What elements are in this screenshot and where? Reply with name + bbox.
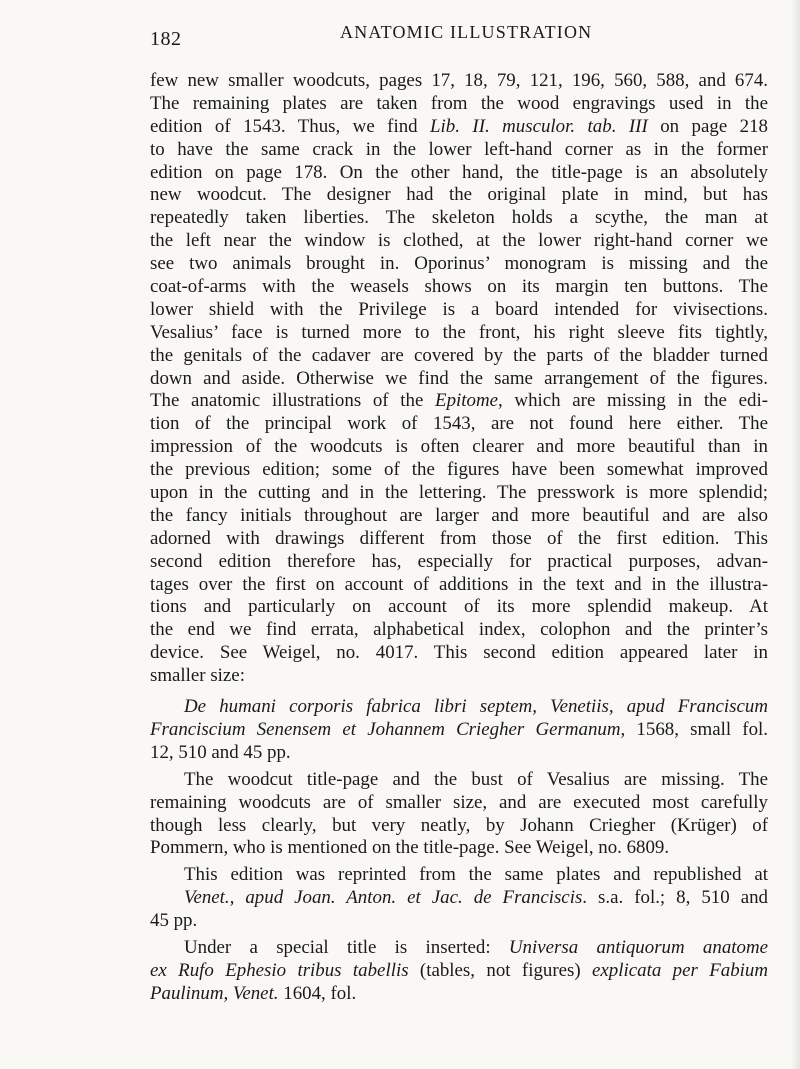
text-line: This edition was reprinted from the same plates and republished at: [184, 864, 768, 886]
text-line: edition on page 178. On the other hand, the title-page is an absolutely: [150, 161, 768, 183]
text-line: adorned with drawings different from those of the first edition. This: [150, 527, 768, 549]
text-line: though less clearly, but very neatly, by Johann Criegher (Krüger) of: [150, 814, 768, 836]
text-line: to have the same crack in the lower left-hand corner as in the former: [150, 138, 768, 160]
text-line: down and aside. Otherwise we find the same arrangement of the figures.: [150, 367, 768, 389]
text-line: device. See Weigel, no. 4017. This second edition appeared later in: [150, 642, 768, 664]
text-line: The remaining plates are taken from the wood engravings used in the: [150, 92, 768, 114]
text-line: tion of the principal work of 1543, are not found here either. The: [150, 413, 768, 435]
running-title: ANATOMIC ILLUSTRATION: [340, 22, 593, 42]
text-line: Under a special title is inserted: Universa antiquorum anatome: [184, 936, 768, 958]
text-line: The anatomic illustrations of the Epitome, which are missing in the edi-: [150, 390, 768, 412]
text-line: the previous edition; some of the figures have been somewhat improved: [150, 459, 768, 481]
text-line: the left near the window is clothed, at the lower right-hand corner we: [150, 230, 768, 252]
text-line: Venet., apud Joan. Anton. et Jac. de Franciscis. s.a. fol.; 8, 510 and: [184, 887, 768, 909]
citation-line: De humani corporis fabrica libri septem, Venetiis, apud Franciscum: [184, 696, 768, 718]
italic-epitome: Epitome: [435, 390, 499, 412]
text-line: Vesalius’ face is turned more to the front, his right sleeve fits tightly,: [150, 321, 768, 343]
text-line: new woodcut. The designer had the original plate in mind, but has: [150, 184, 768, 206]
text-line: coat-of-arms with the weasels shows on its margin ten buttons. The: [150, 276, 768, 298]
spine-shadow: [790, 0, 800, 1069]
page-header: [150, 22, 768, 54]
text-line: second edition therefore has, especially for practical purposes, advan-: [150, 550, 768, 572]
body-text: [150, 70, 768, 1006]
text-line: repeatedly taken liberties. The skeleton holds a scythe, the man at: [150, 207, 768, 229]
text-line: see two animals brought in. Oporinus’ monogram is missing and the: [150, 253, 768, 275]
text-line: the genitals of the cadaver are covered by the parts of the bladder turned: [150, 344, 768, 366]
italic-reference: Lib. II. musculor. tab. III: [430, 115, 648, 137]
text-line: ex Rufo Ephesio tribus tabellis (tables, not figures) explicata per Fabium: [150, 959, 768, 981]
text-line: tages over the first on account of additions in the text and in the illustra-: [150, 573, 768, 595]
citation-line: 12, 510 and 45 pp.: [150, 741, 291, 763]
text-line: the fancy initials throughout are larger and more beautiful and are also: [150, 504, 768, 526]
paragraph-gap: [150, 688, 768, 696]
text-line: upon in the cutting and in the lettering. The presswork is more splendid;: [150, 482, 768, 504]
text-line: Pommern, who is mentioned on the title-page. See Weigel, no. 6809.: [150, 837, 670, 859]
text-line: remaining woodcuts are of smaller size, and are executed most carefully: [150, 791, 768, 813]
text-line: lower shield with the Privilege is a board intended for vivisections.: [150, 298, 768, 320]
text-line: 45 pp.: [150, 910, 198, 932]
text-line: impression of the woodcuts is often clearer and more beautiful than in: [150, 436, 768, 458]
citation-line: Franciscium Senensem et Johannem Criegher Germanum, 1568, small fol.: [150, 718, 768, 740]
text-line: few new smaller woodcuts, pages 17, 18, 79, 121, 196, 560, 588, and 674.: [150, 70, 768, 91]
text-line: Paulinum, Venet. 1604, fol.: [150, 982, 357, 1004]
text-line: smaller size:: [150, 665, 245, 687]
text-line: tions and particularly on account of its more splendid makeup. At: [150, 596, 768, 618]
page-number: 182: [150, 28, 182, 50]
text-line: The woodcut title-page and the bust of Vesalius are missing. The: [184, 768, 768, 790]
text-line: the end we find errata, alphabetical index, colophon and the printer’s: [150, 619, 768, 641]
text-line: edition of 1543. Thus, we find Lib. II. musculor. tab. III on page 218: [150, 115, 768, 137]
